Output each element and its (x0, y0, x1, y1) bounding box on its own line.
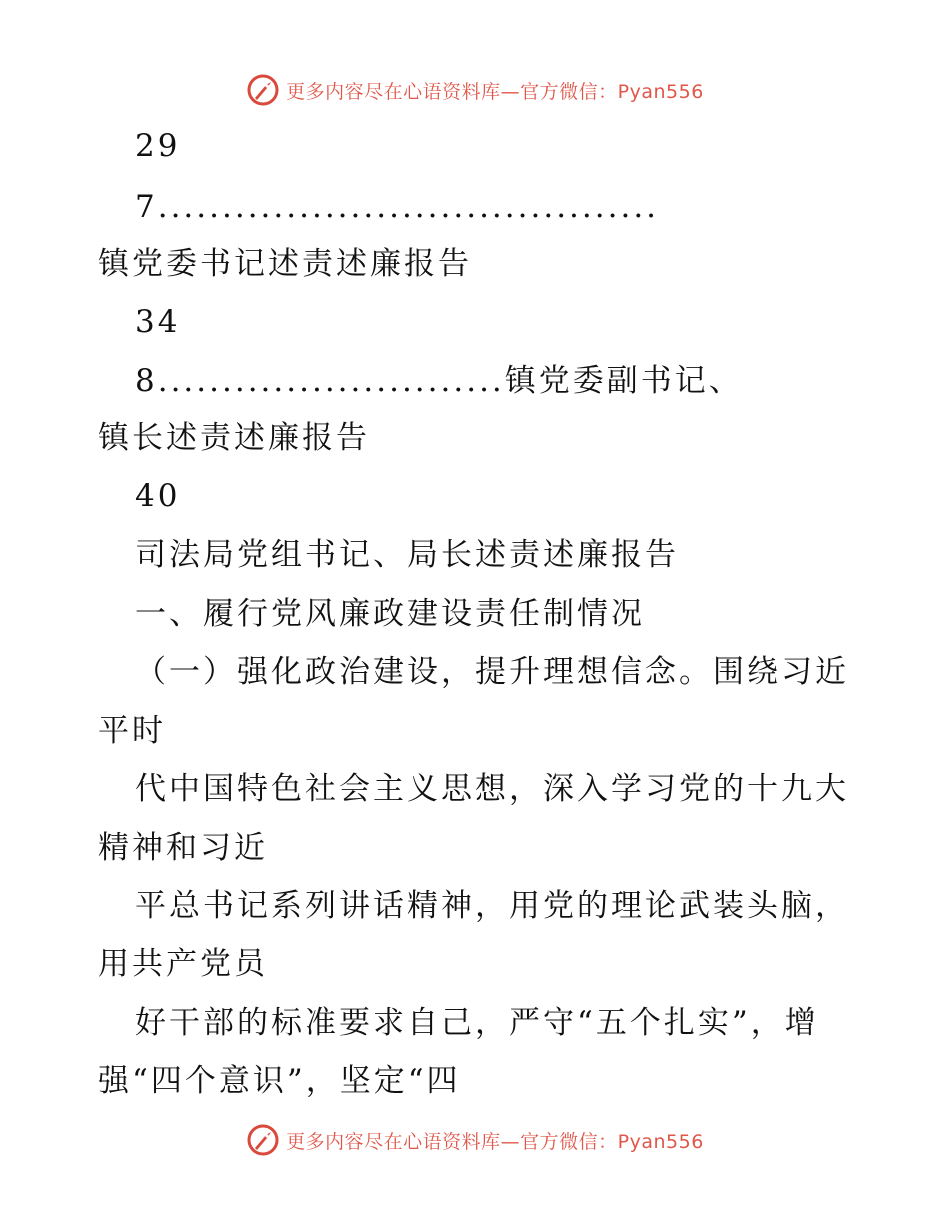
toc-page-number: 34 (135, 304, 181, 340)
toc-page-number: 29 (135, 128, 181, 164)
pen-nib-logo-icon (246, 1123, 280, 1157)
body-paragraph-line: 平总书记系列讲话精神，用党的理论武装头脑， (135, 888, 849, 924)
body-paragraph-line: （一）强化政治建设，提升理想信念。围绕习近 (135, 654, 849, 690)
body-paragraph-line: 强“四个意识”，坚定“四 (98, 1063, 461, 1099)
pen-nib-logo-icon (246, 73, 280, 107)
body-paragraph-line: 代中国特色社会主义思想，深入学习党的十九大 (135, 771, 849, 807)
toc-page-number: 40 (135, 478, 181, 514)
watermark-text: 更多内容尽在心语资料库—官方微信：Pyan556 (286, 1130, 704, 1153)
section-heading: 一、履行党风廉政建设责任制情况 (135, 596, 645, 632)
body-paragraph-line: 平时 (98, 713, 166, 749)
watermark-footer (0, 1120, 950, 1160)
toc-entry-number: 8...........................镇党委副书记、 (135, 363, 743, 399)
watermark-header (0, 70, 950, 110)
section-title: 司法局党组书记、局长述责述廉报告 (135, 537, 679, 573)
body-paragraph-line: 精神和习近 (98, 830, 268, 866)
toc-entry-title: 镇党委书记述责述廉报告 (98, 246, 472, 282)
body-paragraph-line: 好干部的标准要求自己，严守“五个扎实”，增 (135, 1005, 819, 1041)
toc-entry-title: 镇长述责述廉报告 (98, 420, 370, 456)
body-paragraph-line: 用共产党员 (98, 946, 268, 982)
watermark-text: 更多内容尽在心语资料库—官方微信：Pyan556 (286, 80, 704, 103)
toc-entry-number: 7....................................... (135, 189, 660, 225)
